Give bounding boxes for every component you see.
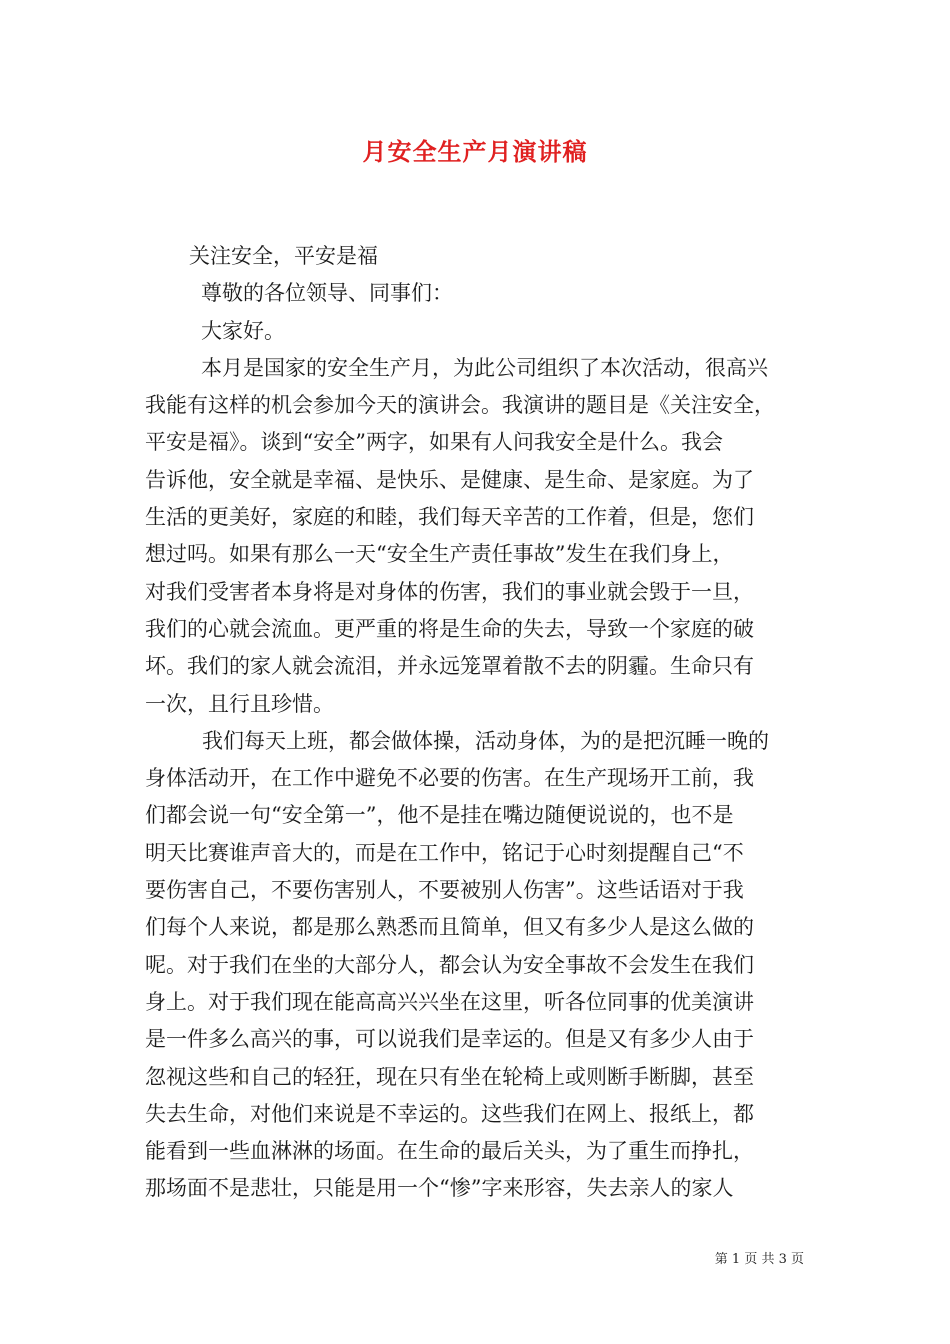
paragraph-line: 忽视这些和自己的轻狂，现在只有坐在轮椅上或则断手断脚，甚至 — [145, 1064, 754, 1089]
document-body — [145, 238, 810, 1208]
paragraph-line: 是一件多么高兴的事，可以说我们是幸运的。但是又有多少人由于 — [145, 1027, 754, 1052]
paragraph-line: 告诉他，安全就是幸福、是快乐、是健康、是生命、是家庭。为了 — [145, 467, 754, 492]
document-title: 月安全生产月演讲稿 — [362, 138, 588, 166]
paragraph-line: 坏。我们的家人就会流泪，并永远笼罩着散不去的阴霾。生命只有 — [145, 654, 754, 679]
salutation: 尊敬的各位领导、同事们： — [201, 281, 453, 306]
paragraph-line: 呢。对于我们在坐的大部分人，都会认为安全事故不会发生在我们 — [145, 952, 754, 977]
paragraph-line: 一次，且行且珍惜。 — [145, 691, 334, 716]
paragraph-line: 想过吗。如果有那么一天“安全生产责任事故”发生在我们身上， — [145, 542, 734, 567]
paragraph-line: 我们每天上班，都会做体操，活动身体，为的是把沉睡一晚的 — [202, 728, 769, 753]
paragraph-line: 身体活动开，在工作中避免不必要的伤害。在生产现场开工前，我 — [145, 766, 754, 791]
paragraph-line: 能看到一些血淋淋的场面。在生命的最后关头，为了重生而挣扎， — [145, 1139, 754, 1164]
paragraph-line: 对我们受害者本身将是对身体的伤害，我们的事业就会毁于一旦， — [145, 579, 754, 604]
greeting: 大家好。 — [201, 318, 285, 343]
paragraph-line: 我能有这样的机会参加今天的演讲会。我演讲的题目是《关注安全， — [145, 393, 775, 418]
paragraph-line: 那场面不是悲壮，只能是用一个“惨”字来形容，失去亲人的家人 — [145, 1176, 734, 1201]
paragraph-line: 我们的心就会流血。更严重的将是生命的失去，导致一个家庭的破 — [145, 616, 754, 641]
paragraph-line: 本月是国家的安全生产月，为此公司组织了本次活动，很高兴 — [201, 355, 768, 380]
paragraph-line: 身上。对于我们现在能高高兴兴坐在这里，听各位同事的优美演讲 — [145, 989, 754, 1014]
paragraph-line: 们都会说一句“安全第一”，他不是挂在嘴边随便说说的，也不是 — [145, 803, 734, 828]
paragraph-line: 要伤害自己，不要伤害别人，不要被别人伤害”。这些话语对于我 — [145, 878, 744, 903]
paragraph-line: 生活的更美好，家庭的和睦，我们每天辛苦的工作着，但是，您们 — [145, 505, 754, 530]
paragraph-line: 平安是福》。谈到“安全”两字，如果有人问我安全是什么。我会 — [145, 430, 723, 455]
speech-heading: 关注安全，平安是福 — [189, 244, 378, 268]
page-number: 第 1 页 共 3 页 — [714, 1252, 804, 1267]
paragraph-line: 明天比赛谁声音大的，而是在工作中，铭记于心时刻提醒自己“不 — [145, 840, 744, 865]
paragraph-line: 失去生命，对他们来说是不幸运的。这些我们在网上、报纸上，都 — [145, 1101, 754, 1126]
paragraph-line: 们每个人来说，都是那么熟悉而且简单，但又有多少人是这么做的 — [145, 915, 754, 940]
